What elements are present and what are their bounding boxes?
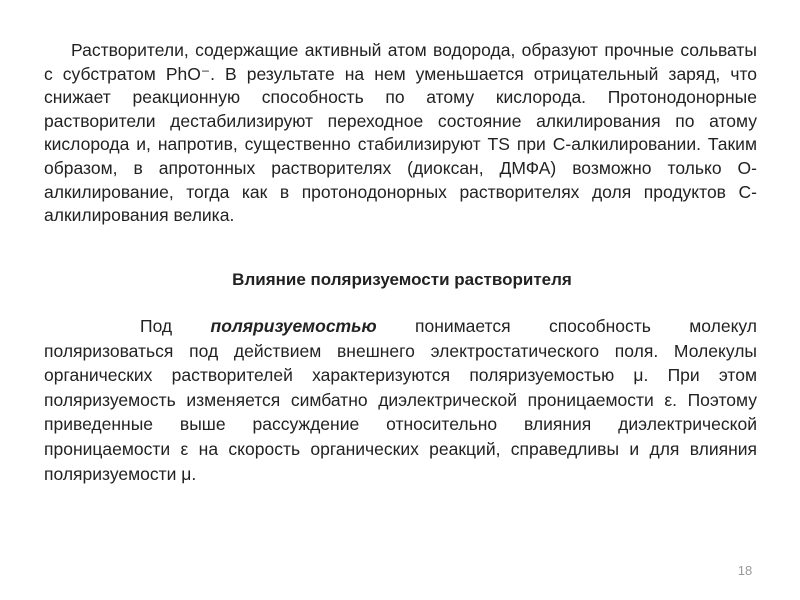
section-heading: Влияние поляризуемости растворителя <box>232 270 572 289</box>
page-number: 18 <box>737 563 753 578</box>
paragraph-solvent-solvation: Растворители, содержащие активный атом водорода, образуют прочные сольваты с субстратом PhO⁻. В результате на нем уменьшается отрицательный заряд, что снижает реакционную способность по атому кислорода. Протонодонорные растворители дестабилизируют переходное состояние алкилирования по атому кислорода и, напротив, существенно стабилизируют TS при С-алкилировании. Таким образом, в апротонных растворителях (диоксан, ДМФА) возможно только О-алкилирование, тогда как в протонодонорных растворителях доля продуктов С-алкилирования велика. <box>44 40 757 226</box>
paragraph-polarizability <box>44 314 757 486</box>
term-polarizability: поляризуемостью <box>210 316 377 336</box>
paragraph-body: понимается способность молекул поляризоваться под действием внешнего электростатического поля. Молекулы органических растворителей характеризуются поляризуемостью μ. При этом поляризуемость изменяется симбатно диэлектрической проницаемости ε. Поэтому приведенные выше рассуждение относительно влияния диэлектрической проницаемости ε на скорость органических реакций, справедливы и для влияния поляризуемости μ. <box>44 316 758 484</box>
paragraph-lead: Под <box>140 316 211 336</box>
